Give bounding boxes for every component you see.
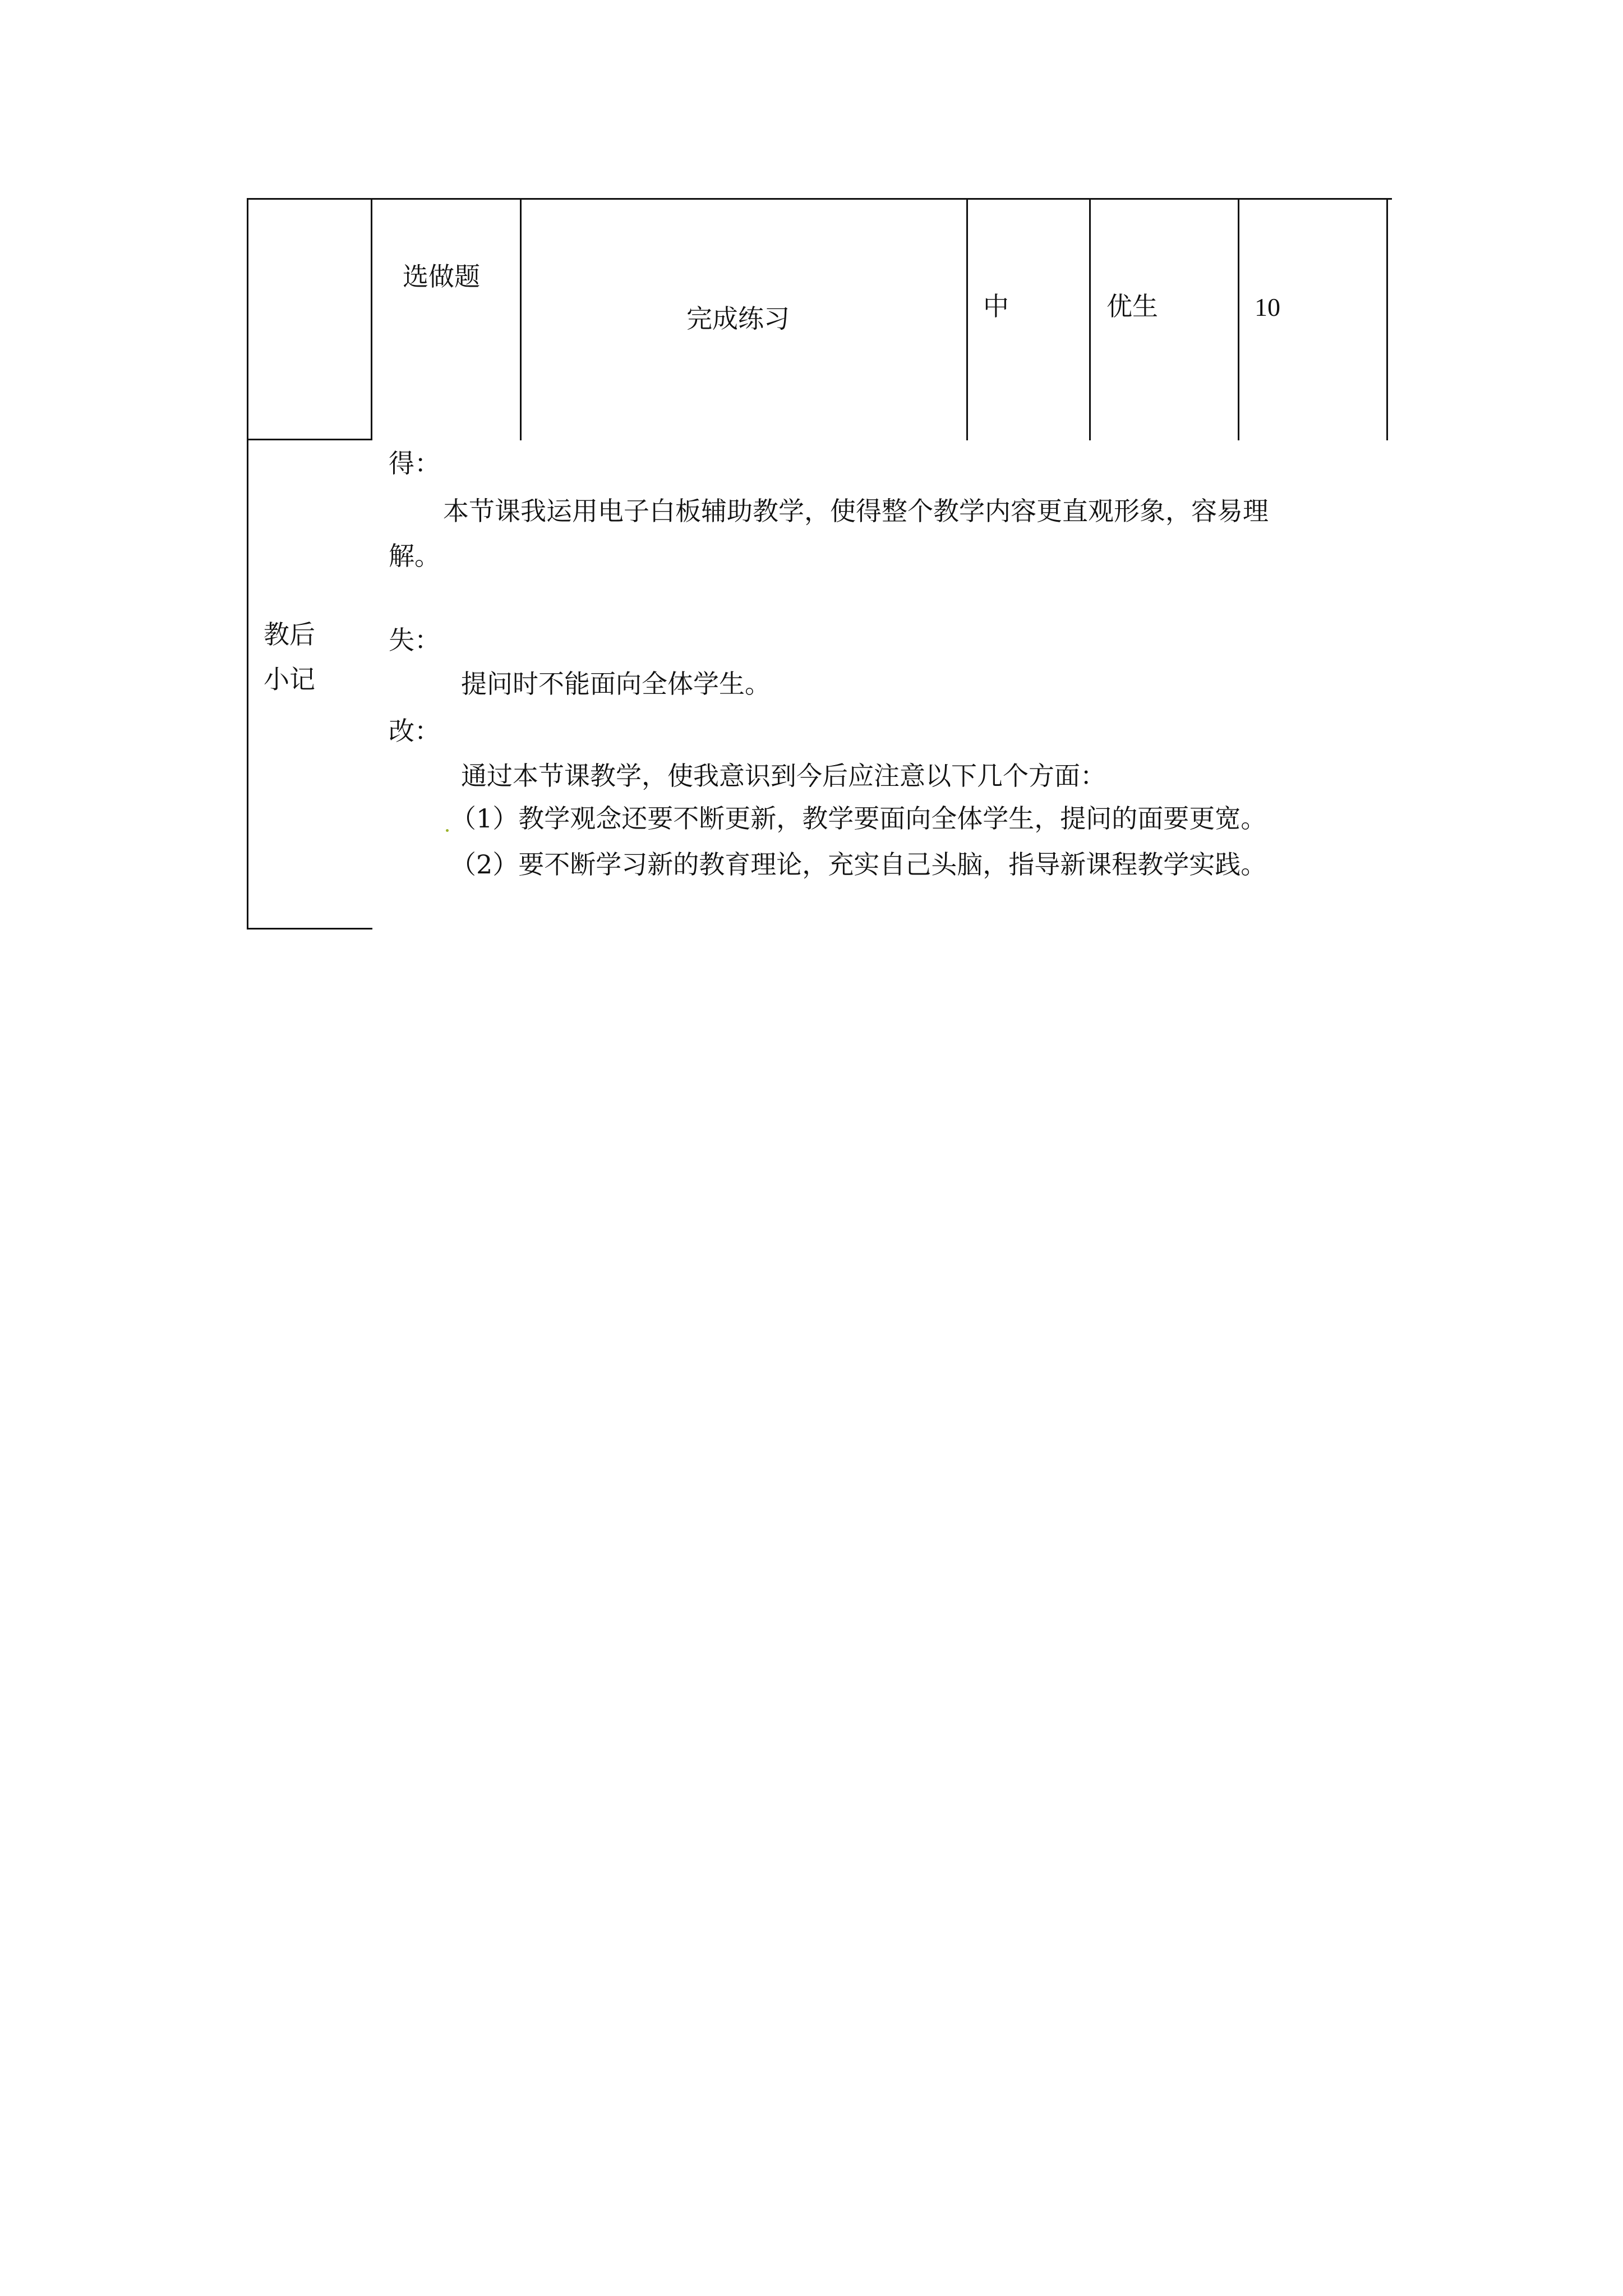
improve-intro: 通过本节课教学，使我意识到今后应注意以下几个方面：	[461, 761, 1106, 791]
task-content-cell: 完成练习	[686, 303, 790, 334]
stray-mark	[446, 829, 449, 832]
reflection-label-line2: 小记	[264, 664, 315, 694]
gain-text-line1: 本节课我运用电子白板辅助教学，使得整个教学内容更直观形象，容易理	[443, 496, 1269, 526]
column-divider-5	[1238, 198, 1239, 440]
gain-text-line2: 解。	[389, 541, 440, 571]
table-left-border	[247, 198, 248, 930]
column-divider-1	[371, 198, 372, 440]
loss-heading: 失：	[389, 625, 440, 655]
table-right-border	[1386, 198, 1388, 440]
reflection-label-line1: 教后	[264, 619, 315, 650]
improve-heading: 改：	[389, 716, 440, 746]
target-students-cell: 优生	[1106, 291, 1158, 321]
loss-text: 提问时不能面向全体学生。	[461, 669, 771, 699]
table-top-border	[247, 198, 1392, 200]
table-bottom-border	[247, 928, 372, 930]
column-divider-3	[966, 198, 968, 440]
gain-heading: 得：	[389, 448, 440, 478]
row-divider	[247, 439, 372, 440]
task-type-cell: 选做题	[403, 261, 480, 292]
difficulty-cell: 中	[983, 291, 1009, 321]
improve-item-1: （1）教学观念还要不断更新，教学要面向全体学生，提问的面要更宽。	[450, 803, 1267, 834]
improve-item-2: （2）要不断学习新的教育理论，充实自己头脑，指导新课程教学实践。	[450, 849, 1267, 880]
time-minutes-cell: 10	[1255, 293, 1280, 321]
column-divider-2	[520, 198, 522, 440]
column-divider-4	[1089, 198, 1091, 440]
